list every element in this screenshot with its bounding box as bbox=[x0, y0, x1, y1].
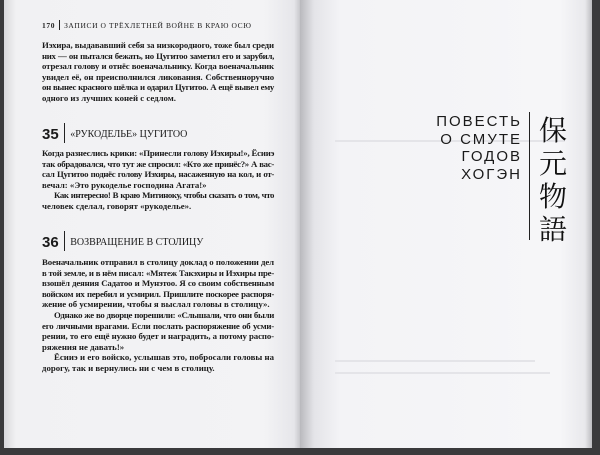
title-line: ГОДОВ bbox=[461, 148, 522, 165]
title-line: ПОВЕСТЬ bbox=[436, 113, 522, 130]
text-line: взошёл деяния Садатоо и Мунэтоо. Я со своим собственным bbox=[42, 278, 274, 289]
text-line: ряжения не давать!» bbox=[42, 341, 125, 352]
title-divider bbox=[529, 112, 530, 240]
text-line: человек сделал, говорят «рукоделье». bbox=[42, 200, 192, 211]
title-line: О СМУТЕ bbox=[440, 130, 522, 148]
text-line: увидел её, он преисполнился ликования. Собственноручно bbox=[42, 71, 274, 82]
header-divider bbox=[59, 20, 60, 30]
text-line: в той земле, и в нём писал: «Мятеж Такэхиры и Иэхиры пре- bbox=[42, 267, 275, 278]
text-line: одного из лучших коней с седлом. bbox=[42, 92, 176, 103]
heading-divider bbox=[64, 231, 66, 251]
text-line: рении, то его ещё нужно будет и наградить, а потому распо- bbox=[42, 331, 274, 342]
kanji-char: 元 bbox=[538, 147, 567, 180]
text-line: Когда разнеслись крики: «Принесли голову Иэхиры!», Ёсииэ bbox=[42, 148, 275, 158]
text-line: Однако же во дворце порешили: «Слышали, что они были bbox=[54, 309, 274, 320]
text-line: Иэхира, выдававший себя за низкородного, тоже был среди bbox=[42, 40, 274, 50]
text-line: войском их перебил и усмирил. Пришлите поскорее распоря- bbox=[42, 288, 274, 299]
text-line: вечал: «Это рукоделье господина Агата!» bbox=[42, 179, 207, 190]
section-title: «РУКОДЕЛЬЕ» ЦУГИТОО bbox=[70, 129, 188, 140]
text-line: он вынес красного шёлка и одарил Цугитоо. А ещё вывел ему bbox=[42, 82, 274, 93]
section-36-text bbox=[42, 257, 274, 374]
kanji-title bbox=[536, 114, 570, 246]
text-line: дорогу, так и вернулись ни с чем в столицу. bbox=[42, 362, 215, 373]
section-heading-35 bbox=[42, 123, 187, 143]
text-line: так обрадовался, что тут же спросил: «Кто же принёс?» А вас- bbox=[42, 158, 274, 169]
text-line: жение об усмирении, чтобы я выслал головы в столицу». bbox=[42, 299, 270, 310]
text-line: Как интересно! В краю Митиноку, чтобы сказать о том, что bbox=[54, 190, 274, 201]
text-line: Военачальник отправил в столицу доклад о положении дел bbox=[42, 257, 274, 267]
page-number: 170 bbox=[42, 21, 56, 30]
text-line: отрезал голову и отнёс военачальнику. Когда военачальник bbox=[42, 61, 274, 72]
text-line: сал Цугитоо поднёс голову Иэхиры, насаженную на кол, и от- bbox=[42, 169, 274, 180]
kanji-char: 語 bbox=[538, 213, 567, 246]
section-title: ВОЗВРАЩЕНИЕ В СТОЛИЦУ bbox=[70, 237, 204, 248]
running-header bbox=[42, 20, 252, 30]
section-number: 35 bbox=[42, 126, 59, 143]
kanji-char: 物 bbox=[538, 180, 567, 213]
title-line: ХОГЭН bbox=[461, 165, 522, 183]
bleed-through bbox=[335, 372, 550, 374]
section-number: 36 bbox=[42, 234, 59, 251]
running-header-title: ЗАПИСИ О ТРЁХЛЕТНЕЙ ВОЙНЕ В КРАЮ ОСЮ bbox=[64, 21, 252, 30]
text-line: них — он пытался бежать, но Цугитоо заметил его и зарубил, bbox=[42, 50, 274, 61]
kanji-char: 保 bbox=[538, 114, 567, 147]
section-35-text bbox=[42, 148, 274, 212]
intro-paragraph bbox=[42, 40, 274, 104]
bleed-through bbox=[335, 360, 535, 362]
right-page bbox=[300, 0, 592, 448]
text-line: его личными врагами. Если послать распоряжение об усми- bbox=[42, 320, 274, 331]
heading-divider bbox=[64, 123, 66, 143]
text-line: Ёсииэ и его войско, услышав это, побросали головы на bbox=[54, 352, 274, 363]
left-page bbox=[4, 0, 300, 448]
chapter-title bbox=[436, 113, 522, 183]
section-heading-36 bbox=[42, 231, 203, 251]
